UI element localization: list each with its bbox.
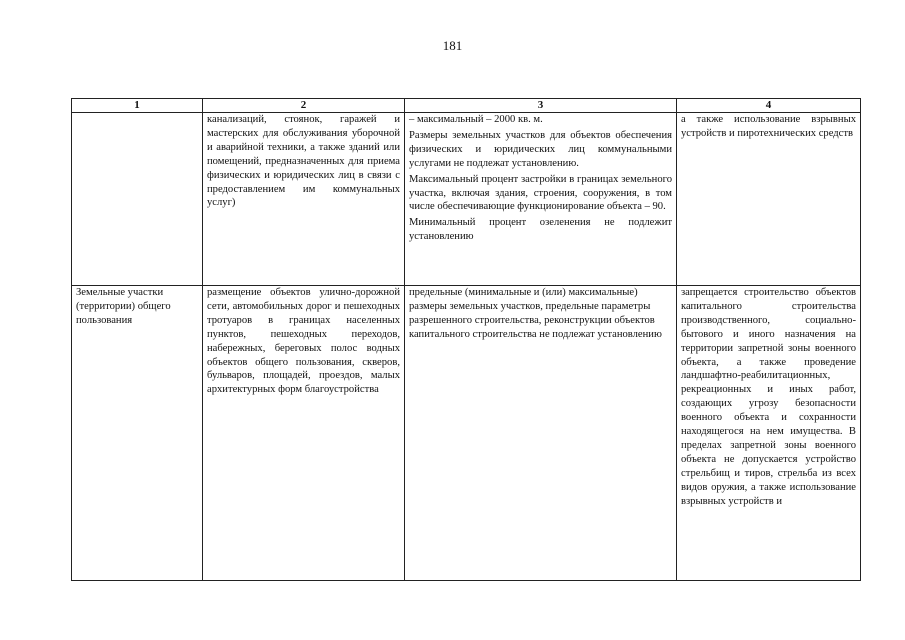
header-cell-3: 3 bbox=[405, 99, 677, 113]
header-cell-1: 1 bbox=[72, 99, 203, 113]
row2-zone-cell: Земельные участки (территории) общего пользования bbox=[72, 286, 203, 581]
row1-uses-cell: канализаций, стоянок, гаражей и мастерских для обслуживания уборочной и аварийной техники, а также зданий или помещений, предназначенных для приема физических и юридических лиц в связи с предоставлением им коммунальных услуг) bbox=[203, 113, 405, 286]
row1-param-line: – максимальный – 2000 кв. м. bbox=[409, 114, 543, 125]
zoning-table bbox=[71, 98, 861, 581]
header-cell-2: 2 bbox=[203, 99, 405, 113]
row1-param-line: Максимальный процент застройки в границах земельного участка, включая здания, строения, сооружения, в том числе обеспечивающие функционирование объекта – 90. bbox=[409, 173, 672, 213]
row1-zone-cell bbox=[72, 113, 203, 286]
table-row bbox=[72, 113, 861, 286]
row1-restrictions-cell: а также использование взрывных устройств и пиротехнических средств bbox=[677, 113, 861, 286]
row2-restrictions-cell: запрещается строительство объектов капитального строительства производственного, социально-бытового и иного назначения на территории запретной зоны военного объекта, а также проведение ландшафтно-реабилитационных, рекреационных и иных работ, создающих угрозу безопасности военного объекта и сохранности находящегося на нем имущества. В пределах запретной зоны военного объекта не допускается устройство стрельбищ и тиров, стрельба из всех видов оружия, а также использование взрывных устройств и bbox=[677, 286, 861, 581]
page-number: 181 bbox=[442, 38, 463, 53]
table-row bbox=[72, 286, 861, 581]
row2-uses-cell: размещение объектов улично-дорожной сети, автомобильных дорог и пешеходных тротуаров в границах населенных пунктов, пешеходных переходов, набережных, береговых полос водных объектов общего пользования, скверов, бульваров, площадей, проездов, малых архитектурных форм благоустройства bbox=[203, 286, 405, 581]
header-cell-4: 4 bbox=[677, 99, 861, 113]
row2-parameters-cell: предельные (минимальные и (или) максимальные) размеры земельных участков, предельные параметры разрешенного строительства, реконструкции объектов капитального строительства не подлежат установлению bbox=[405, 286, 677, 581]
table-header-row bbox=[72, 99, 861, 113]
row1-param-line: Минимальный процент озеленения не подлежит установлению bbox=[409, 217, 672, 243]
row1-param-line: Размеры земельных участков для объектов обеспечения физических и юридических лиц коммунальными услугами не подлежат установлению. bbox=[409, 129, 672, 169]
row1-parameters-cell bbox=[405, 113, 677, 286]
